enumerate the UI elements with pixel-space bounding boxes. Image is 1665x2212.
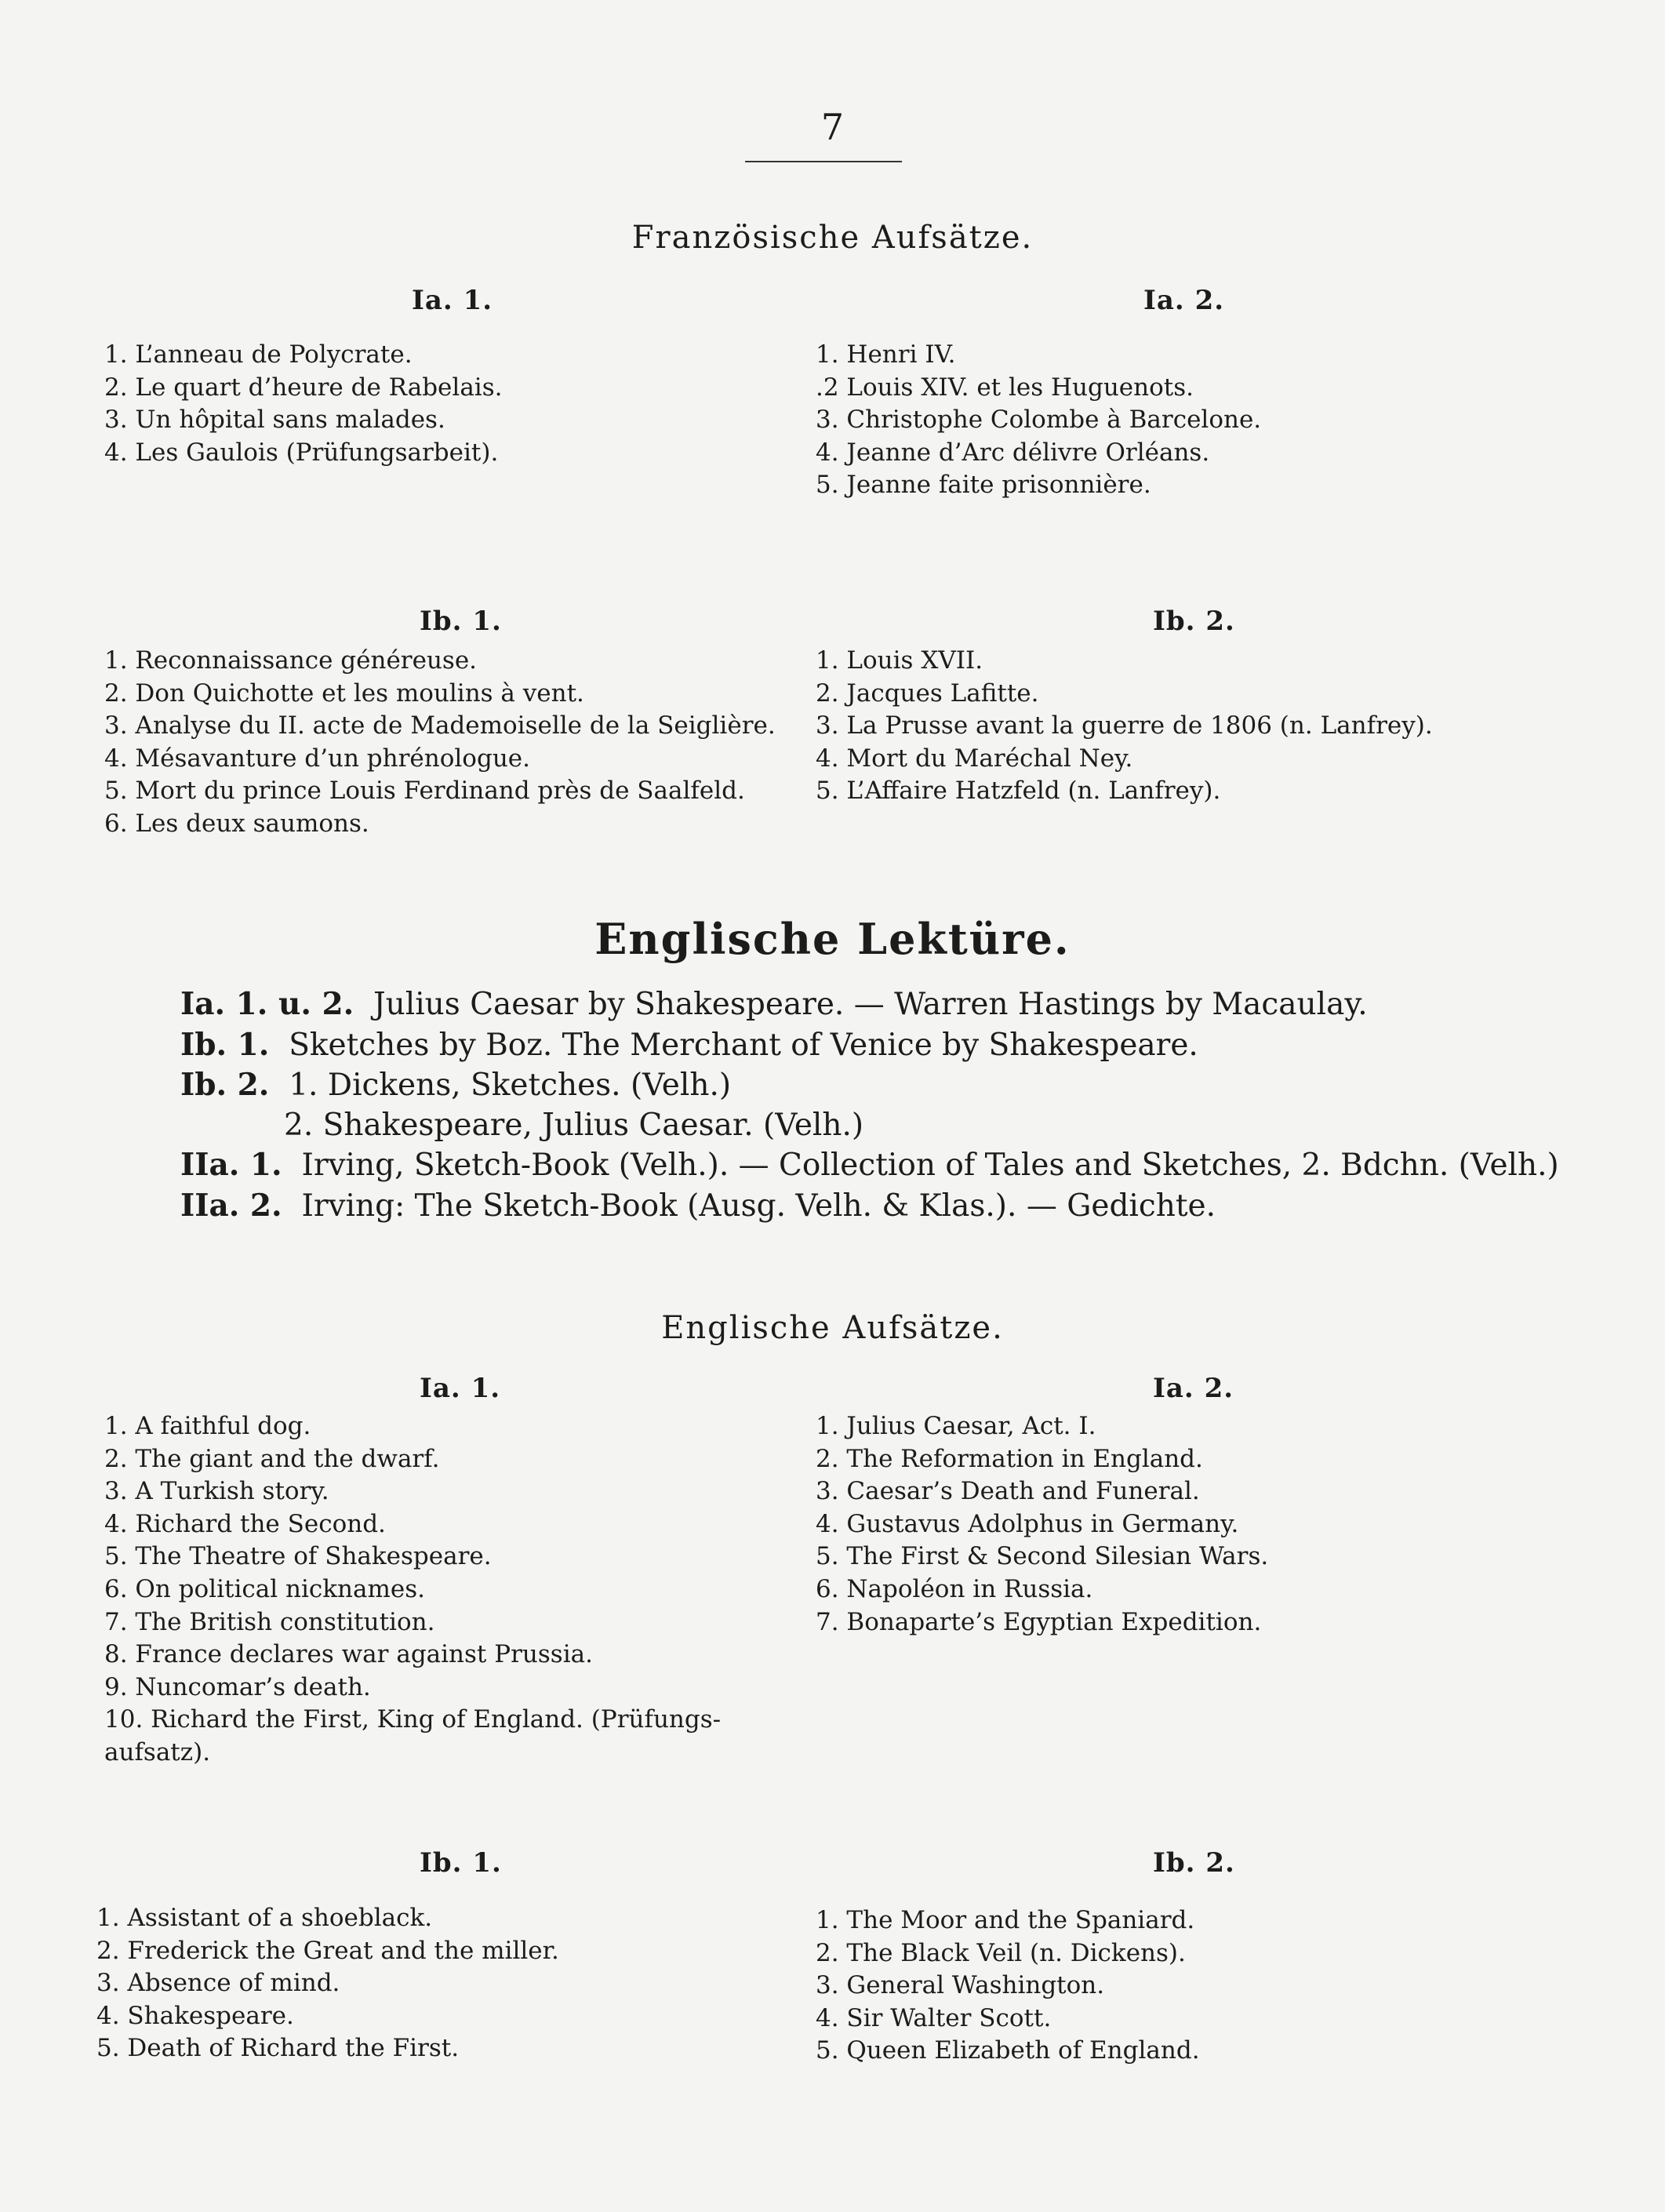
list-item: 4. Mésavanture d’un phrénologue. [104,744,530,773]
list-item: 1. Assistant of a shoeblack. [96,1904,433,1932]
reading-row-label: Ib. 2. [180,1067,270,1103]
english-ia2-heading: Ia. 2. [1153,1373,1234,1404]
reading-row-text: 1. Dickens, Sketches. (Velh.) [289,1068,732,1103]
reading-row-label: Ib. 1. [180,1026,270,1063]
list-item: 1. A faithful dog. [104,1412,311,1440]
list-item: 3. Christophe Colombe à Barcelone. [816,406,1262,435]
list-item: 3. A Turkish story. [104,1477,329,1506]
reading-row-text: 2. Shakespeare, Julius Caesar. (Velh.) [284,1107,864,1143]
list-item: 5. Death of Richard the First. [96,2034,460,2063]
reading-row-label: IIa. 2. [180,1187,282,1224]
list-item: 3. La Prusse avant la guerre de 1806 (n. Lanfrey). [816,711,1433,740]
list-item: 2. The Black Veil (n. Dickens). [816,1938,1186,1967]
reading-row-label: IIa. 1. [180,1147,282,1183]
reading-row [180,1065,1559,1106]
reading-row-text: Sketches by Boz. The Merchant of Venice by Shakespeare. [289,1027,1198,1063]
list-item: 3. Un hôpital sans malades. [104,406,445,435]
english-ib1-list [96,1902,559,2065]
english-ib1-heading: Ib. 1. [420,1847,502,1879]
french-ia2-heading: Ia. 2. [1143,285,1225,316]
french-ia1-list [104,339,502,469]
list-item: 3. Caesar’s Death and Funeral. [816,1477,1200,1506]
english-ib2-list [816,1905,1200,2068]
list-item: 2. Le quart d’heure de Rabelais. [104,373,503,402]
list-item: 2. The giant and the dwarf. [104,1444,440,1473]
list-item: 6. Les deux saumons. [104,809,369,838]
french-essays-heading: Französische Aufsätze. [631,220,1034,256]
list-item: 4. Mort du Maréchal Ney. [816,744,1133,773]
list-item: 4. Gustavus Adolphus in Germany. [816,1509,1239,1538]
french-ia1-heading: Ia. 1. [412,285,493,316]
list-item: 1. Julius Caesar, Act. I. [816,1412,1096,1440]
list-item: 10. Richard the First, King of England. (Prüfungs- aufsatz). [104,1705,722,1766]
reading-row [180,984,1559,1025]
list-item: .2 Louis XIV. et les Huguenots. [816,373,1194,402]
list-item: 7. The British constitution. [104,1607,435,1636]
list-item: 8. France declares war against Prussia. [104,1640,593,1669]
french-ia2-list [816,339,1261,502]
french-ib2-list [816,645,1433,808]
list-item: 2. The Reformation in England. [816,1444,1203,1473]
list-item: 5. Queen Elizabeth of England. [816,2036,1200,2065]
french-ib1-list [104,645,776,841]
french-ib2-heading: Ib. 2. [1153,606,1235,637]
list-item: 5. The Theatre of Shakespeare. [104,1542,492,1571]
list-item: 1. Louis XVII. [816,646,983,675]
reading-row-label: Ia. 1. u. 2. [180,986,354,1022]
list-item: 5. Mort du prince Louis Ferdinand près de Saalfeld. [104,777,745,806]
list-item: 1. Henri IV. [816,340,956,369]
french-ib1-heading: Ib. 1. [420,606,502,637]
english-ia2-list [816,1410,1268,1639]
list-item: 2. Jacques Lafitte. [816,679,1039,708]
list-item: 4. Sir Walter Scott. [816,2003,1052,2032]
list-item: 3. General Washington. [816,1971,1105,2000]
list-item: 4. Les Gaulois (Prüfungsarbeit). [104,438,499,467]
list-item: 5. Jeanne faite prisonnière. [816,471,1151,500]
list-item: 5. L’Affaire Hatzfeld (n. Lanfrey). [816,777,1221,806]
list-item: 4. Jeanne d’Arc délivre Orléans. [816,438,1210,467]
english-essays-heading: Englische Aufsätze. [661,1310,1004,1346]
list-item: 3. Absence of mind. [96,1969,340,1998]
reading-row-text: Irving: The Sketch-Book (Ausg. Velh. & Klas.). — Gedichte. [301,1188,1216,1224]
list-item: 2. Don Quichotte et les moulins à vent. [104,679,584,708]
reading-row-text: Julius Caesar by Shakespeare. — Warren Hastings by Macaulay. [373,987,1368,1022]
list-item: 2. Frederick the Great and the miller. [96,1936,559,1965]
english-reading-block [180,984,1559,1226]
english-ia1-heading: Ia. 1. [420,1373,501,1404]
page-number: 7 [820,106,845,148]
reading-row [180,1145,1559,1186]
list-item: 7. Bonaparte’s Egyptian Expedition. [816,1607,1262,1636]
list-item: 3. Analyse du II. acte de Mademoiselle de la Seiglière. [104,711,776,740]
list-item: 4. Richard the Second. [104,1509,386,1538]
page-number-rule [745,161,902,162]
list-item: 6. Napoléon in Russia. [816,1574,1093,1603]
english-reading-heading: Englische Lektüre. [594,914,1071,964]
list-item: 4. Shakespeare. [96,2001,294,2030]
list-item: 1. L’anneau de Polycrate. [104,340,413,369]
reading-row [180,1186,1559,1227]
english-ib2-heading: Ib. 2. [1153,1847,1235,1879]
list-item: 5. The First & Second Silesian Wars. [816,1542,1269,1571]
reading-row-text: Irving, Sketch-Book (Velh.). — Collection of Tales and Sketches, 2. Bdchn. (Velh.) [301,1148,1559,1183]
list-item: 9. Nuncomar’s death. [104,1672,371,1701]
reading-row [180,1025,1559,1066]
list-item: 1. The Moor and the Spaniard. [816,1906,1195,1934]
reading-row [180,1106,1559,1146]
english-ia1-list [104,1410,779,1770]
list-item: 1. Reconnaissance généreuse. [104,646,478,675]
list-item: 6. On political nicknames. [104,1574,425,1603]
